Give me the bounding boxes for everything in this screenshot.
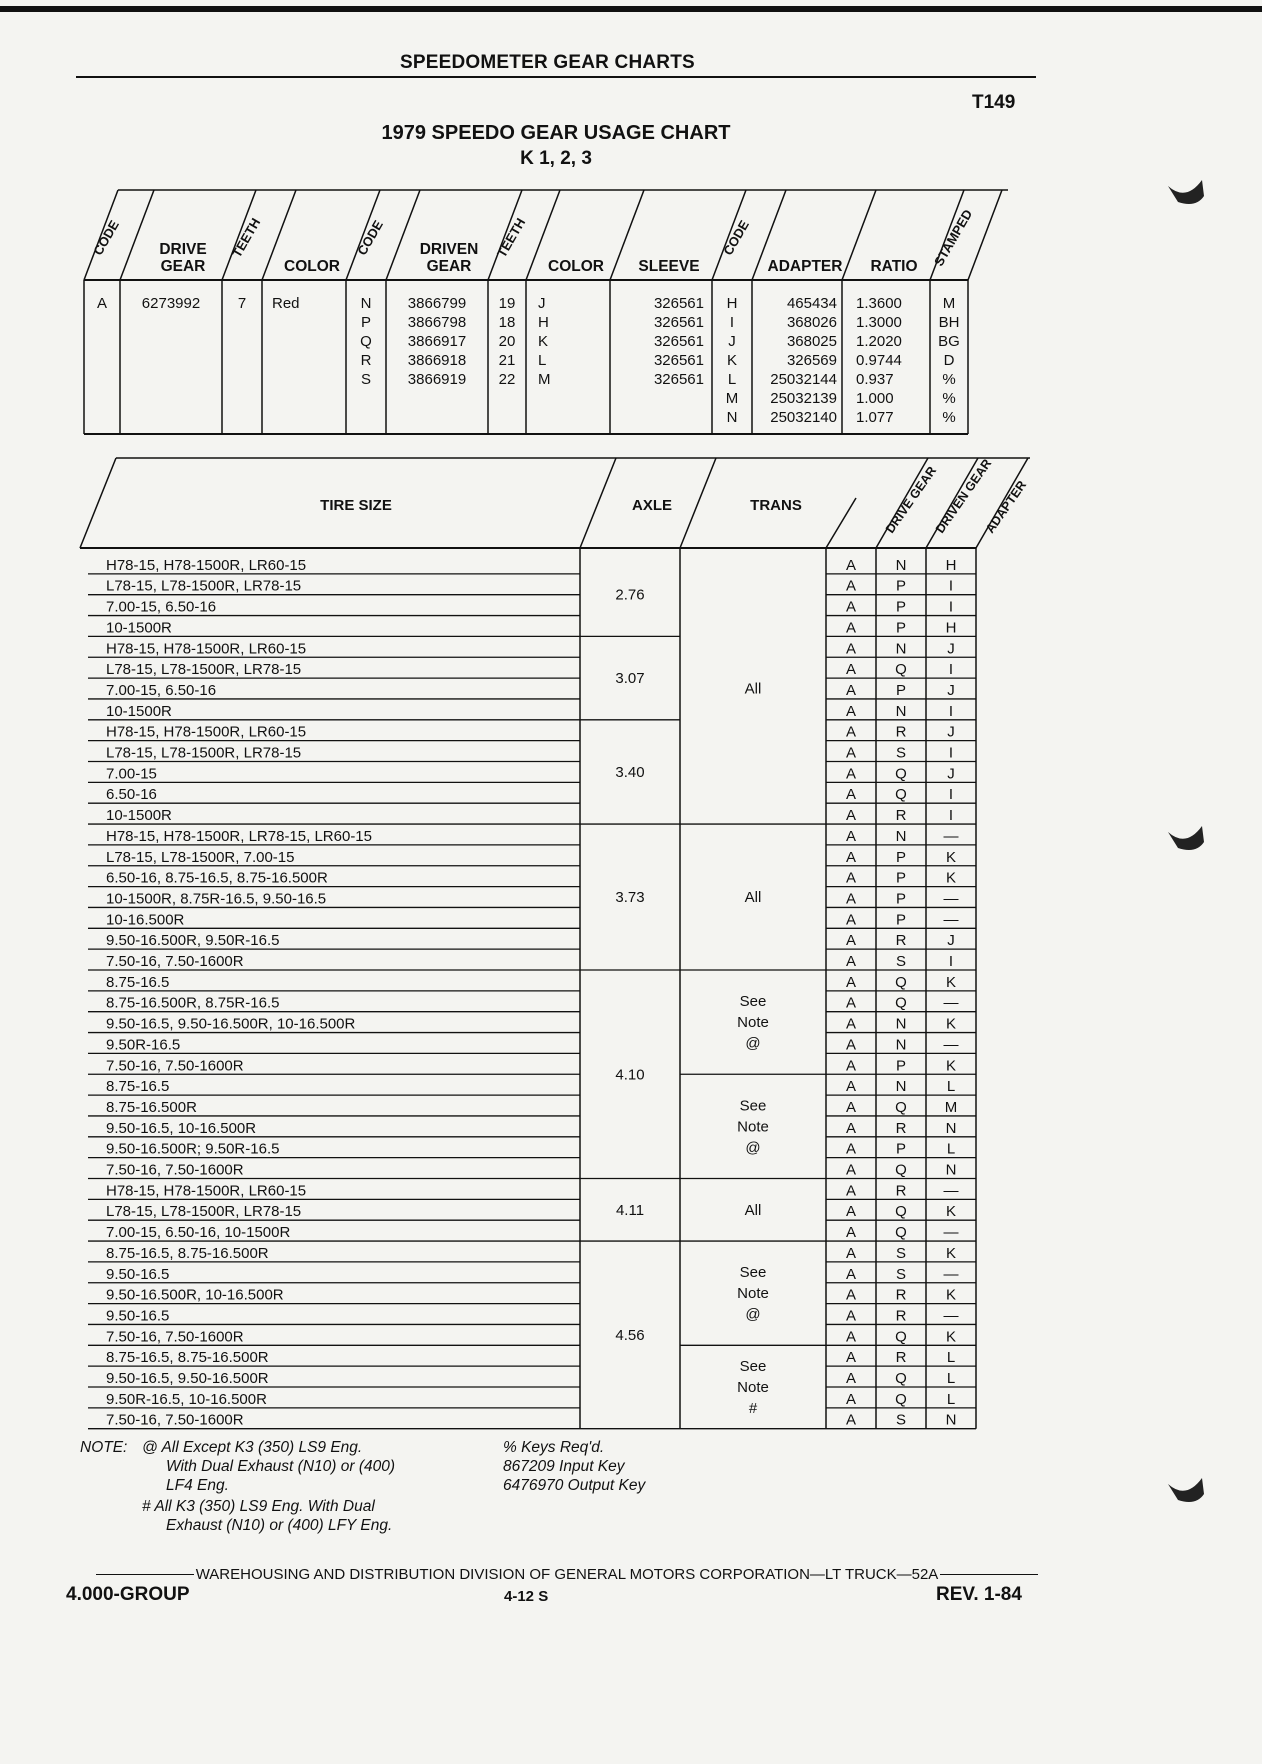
drive-gear-cell: A: [845, 973, 857, 991]
trans-cell: Note: [737, 1285, 769, 1303]
tire-size-cell: 10-1500R: [106, 807, 172, 825]
driven-gear-cell: S: [895, 1411, 907, 1429]
driven-teeth: 19: [498, 295, 516, 312]
driven-gear-cell: Q: [895, 973, 907, 991]
gear-column-header: COLOR: [548, 258, 604, 275]
driven-code: R: [360, 352, 372, 369]
section-title: SPEEDOMETER GEAR CHARTS: [400, 52, 695, 73]
driven-gear-cell: Q: [895, 994, 907, 1012]
tire-size-cell: 6.50-16, 8.75-16.5, 8.75-16.500R: [106, 869, 328, 887]
drive-gear-cell: A: [845, 723, 857, 741]
tire-size-cell: 9.50-16.5: [106, 1307, 170, 1325]
tire-size-cell: 9.50-16.500R, 9.50R-16.5: [106, 932, 280, 950]
tire-size-cell: 10-1500R, 8.75R-16.5, 9.50-16.5: [106, 890, 327, 908]
drive-gear-cell: A: [845, 744, 857, 762]
binder-clip-icon: [1166, 822, 1206, 854]
driven-code: N: [360, 295, 372, 312]
driven-color: K: [538, 333, 549, 350]
adapter-cell: H: [945, 556, 957, 574]
tire-size-cell: 10-1500R: [106, 619, 172, 637]
gear-column-header: TEETH: [493, 215, 529, 260]
driven-gear-cell: R: [895, 932, 907, 950]
tire-size-cell: 7.50-16, 7.50-1600R: [106, 1057, 244, 1075]
driven-gear-cell: R: [895, 723, 907, 741]
driven-gear-cell: Q: [895, 786, 907, 804]
drive-gear-cell: A: [845, 890, 857, 908]
drive-gear-cell: A: [845, 661, 857, 679]
chart-subtitle: K 1, 2, 3: [520, 148, 592, 169]
trans-cell: Note: [737, 1379, 769, 1396]
note-line-2: With Dual Exhaust (N10) or (400): [166, 1458, 396, 1475]
adapter-number: 368025: [786, 333, 837, 350]
axle-ratio-cell: 3.07: [615, 670, 645, 688]
tire-size-cell: 7.00-15, 6.50-16: [106, 598, 217, 616]
driven-gear-cell: Q: [895, 1224, 907, 1242]
tire-size-cell: 9.50-16.500R, 10-16.500R: [106, 1286, 284, 1304]
adapter-cell: —: [943, 1182, 959, 1200]
trans-cell: See: [739, 1097, 767, 1115]
sleeve-number: 326561: [653, 352, 704, 369]
note-line-1: @ All Except K3 (350) LS9 Eng.: [142, 1439, 363, 1456]
adapter-cell: L: [946, 1390, 956, 1408]
adapter-cell: J: [947, 640, 955, 658]
tire-size-cell: 8.75-16.500R: [106, 1098, 197, 1116]
stamped-mark: %: [942, 409, 956, 426]
footer-page: 4-12 S: [504, 1588, 549, 1605]
driven-gear-number: 3866917: [407, 333, 467, 350]
tire-size-cell: 6.50-16: [106, 786, 157, 804]
tire-size-cell: 9.50R-16.5, 10-16.500R: [106, 1390, 267, 1408]
driven-gear-cell: P: [895, 1057, 907, 1075]
driven-gear-cell: R: [895, 1307, 907, 1325]
trans-cell: @: [745, 1139, 761, 1157]
drive-gear-cell: A: [845, 786, 857, 804]
driven-gear-cell: N: [895, 556, 907, 574]
tire-size-cell: 8.75-16.500R, 8.75R-16.5: [106, 994, 280, 1012]
tire-size-cell: L78-15, L78-1500R, LR78-15: [106, 1203, 302, 1221]
drive-gear-cell: A: [845, 953, 857, 970]
driven-gear-cell: R: [895, 1182, 907, 1200]
driven-gear-cell: R: [895, 807, 907, 825]
driven-gear-cell: P: [895, 598, 907, 616]
driven-gear-cell: R: [895, 1286, 907, 1304]
stamped-mark: BG: [938, 333, 960, 350]
ratio-value: 1.3000: [856, 314, 902, 331]
driven-code: Q: [360, 333, 372, 350]
gear-column-header: GEAR: [160, 258, 206, 275]
adapter-cell: L: [946, 1370, 956, 1387]
adapter-cell: L: [946, 1078, 956, 1096]
driven-gear-cell: Q: [895, 1370, 907, 1387]
footer-group: 4.000-GROUP: [66, 1584, 190, 1605]
driven-gear-cell: S: [895, 1244, 907, 1262]
note-label: NOTE:: [80, 1439, 128, 1456]
driven-gear-number: 3866918: [407, 352, 467, 369]
drive-gear-cell: A: [845, 1036, 857, 1054]
adapter-cell: I: [948, 786, 954, 804]
driven-color: H: [538, 314, 549, 331]
driven-gear-number: 3866798: [407, 314, 467, 331]
axle-ratio-cell: 4.10: [615, 1066, 645, 1084]
adapter-cell: I: [948, 744, 954, 762]
sleeve-number: 326561: [653, 314, 704, 331]
drive-gear-cell: A: [845, 1057, 857, 1075]
driven-teeth: 22: [498, 371, 516, 388]
tire-size-cell: 7.50-16, 7.50-1600R: [106, 1161, 244, 1179]
ratio-value: 1.077: [856, 409, 894, 426]
drive-gear-cell: A: [845, 1390, 857, 1408]
drive-gear-cell: A: [845, 1182, 857, 1200]
ratio-value: 1.2020: [856, 333, 902, 350]
drive-gear-cell: A: [845, 1265, 857, 1283]
stamped-mark: %: [942, 371, 956, 388]
gear-column-header: CODE: [720, 217, 752, 258]
trans-cell: See: [739, 1358, 767, 1375]
adapter-cell: L: [946, 1140, 956, 1158]
driven-gear-cell: P: [895, 619, 907, 637]
note-line-5: Exhaust (N10) or (400) LFY Eng.: [166, 1517, 393, 1534]
adapter-cell: K: [945, 1244, 957, 1262]
drive-gear-number: 6273992: [141, 295, 201, 312]
tire-size-cell: H78-15, H78-1500R, LR78-15, LR60-15: [106, 827, 372, 845]
driven-gear-cell: R: [895, 1119, 907, 1137]
adapter-cell: K: [945, 973, 957, 991]
drive-gear-cell: A: [845, 1161, 857, 1179]
stamped-mark: BH: [938, 314, 960, 331]
tire-size-cell: 7.50-16, 7.50-1600R: [106, 953, 244, 970]
tire-size-cell: H78-15, H78-1500R, LR60-15: [106, 556, 307, 574]
tire-size-cell: H78-15, H78-1500R, LR60-15: [106, 723, 307, 741]
gear-column-header: TEETH: [228, 215, 264, 260]
axle-ratio-cell: 4.11: [615, 1201, 645, 1219]
sleeve-number: 326561: [653, 333, 704, 350]
trans-cell: Note: [737, 1118, 769, 1136]
gear-column-header: CODE: [354, 217, 386, 258]
note-output-key: 6476970 Output Key: [503, 1477, 646, 1494]
tire-size-cell: 7.00-15, 6.50-16, 10-1500R: [106, 1224, 291, 1242]
adapter-number: 465434: [786, 295, 837, 312]
drive-gear-cell: A: [845, 619, 857, 637]
binder-clip-icon: [1166, 1474, 1206, 1506]
stamped-mark: %: [942, 390, 956, 407]
adapter-cell: J: [947, 765, 955, 783]
gear-column-header: COLOR: [284, 258, 340, 275]
drive-gear-cell: A: [845, 1328, 857, 1346]
adapter-cell: K: [945, 1015, 957, 1033]
usage-header-slant: [680, 458, 716, 548]
adapter-cell: N: [945, 1411, 957, 1429]
driven-gear-cell: N: [895, 1036, 907, 1054]
footer-revision: REV. 1-84: [936, 1584, 1022, 1605]
adapter-number: 25032144: [770, 371, 837, 388]
driven-gear-cell: N: [895, 1078, 907, 1096]
tire-size-cell: H78-15, H78-1500R, LR60-15: [106, 1182, 307, 1200]
driven-gear-number: 3866919: [407, 371, 467, 388]
adapter-cell: J: [947, 723, 955, 741]
stamped-mark: D: [943, 352, 955, 369]
driven-gear-cell: Q: [895, 1390, 907, 1408]
gear-column-header: GEAR: [426, 258, 472, 275]
adapter-cell: K: [945, 848, 957, 866]
adapter-cell: —: [943, 1265, 959, 1283]
driven-gear-cell: S: [895, 1265, 907, 1283]
drive-gear-cell: A: [845, 827, 857, 845]
adapter-number: 25032140: [770, 409, 837, 426]
tire-size-cell: 7.50-16, 7.50-1600R: [106, 1328, 244, 1346]
tire-size-header: TIRE SIZE: [320, 497, 392, 514]
adapter-cell: —: [943, 994, 959, 1012]
drive-gear-cell: A: [845, 1078, 857, 1096]
tire-size-cell: 10-16.500R: [106, 911, 185, 929]
adapter-cell: N: [945, 1161, 957, 1179]
drive-gear-cell: A: [845, 911, 857, 929]
adapter-cell: K: [945, 1286, 957, 1304]
trans-cell: All: [744, 680, 762, 698]
drive-gear-cell: A: [845, 556, 857, 574]
driven-gear-cell: Q: [895, 1328, 907, 1346]
drive-color: Red: [272, 295, 300, 312]
usage-header-slant: [80, 458, 116, 548]
driven-teeth: 20: [498, 333, 516, 350]
driven-gear-cell: N: [895, 702, 907, 720]
tire-size-cell: 9.50-16.5: [106, 1265, 170, 1283]
driven-color: M: [538, 371, 551, 388]
gear-column-header: SLEEVE: [638, 258, 700, 275]
drive-gear-cell: A: [845, 848, 857, 866]
trans-cell: All: [744, 889, 762, 907]
trans-cell: See: [739, 993, 767, 1011]
axle-ratio-cell: 3.40: [615, 763, 645, 781]
driven-gear-cell: N: [895, 827, 907, 845]
driven-gear-number: 3866799: [407, 295, 467, 312]
ratio-value: 0.9744: [856, 352, 902, 369]
driven-gear-cell: S: [895, 744, 907, 762]
footer-division-line: [96, 1566, 1038, 1583]
adapter-cell: M: [944, 1098, 958, 1116]
driven-gear-cell: R: [895, 1349, 907, 1367]
stamped-mark: M: [942, 295, 956, 312]
footer-division: WAREHOUSING AND DISTRIBUTION DIVISION OF GENERAL MOTORS CORPORATION—LT TRUCK—52A: [195, 1566, 939, 1583]
drive-gear-cell: A: [845, 1224, 857, 1242]
adapter-cell: —: [943, 827, 959, 845]
adapter-number: 25032139: [770, 390, 837, 407]
driven-gear-cell: S: [895, 953, 907, 970]
tire-size-cell: 8.75-16.5: [106, 973, 170, 991]
adapter-number: 326569: [786, 352, 837, 369]
tire-size-cell: L78-15, L78-1500R, LR78-15: [106, 744, 302, 762]
drive-gear-cell: A: [845, 640, 857, 658]
adapter-cell: —: [943, 911, 959, 929]
drive-gear-cell: A: [845, 702, 857, 720]
drive-gear-cell: A: [845, 1370, 857, 1387]
driven-gear-cell: N: [895, 1015, 907, 1033]
drive-gear-cell: A: [845, 869, 857, 887]
trans-cell: @: [745, 1035, 761, 1053]
driven-gear-cell: Q: [895, 765, 907, 783]
drive-gear-cell: A: [845, 598, 857, 616]
drive-gear-cell: A: [845, 1119, 857, 1137]
gear-column-header: RATIO: [870, 258, 918, 275]
adapter-cell: H: [945, 619, 957, 637]
adapter-code: J: [728, 333, 736, 350]
tire-size-cell: L78-15, L78-1500R, LR78-15: [106, 661, 302, 679]
adapter-cell: J: [947, 932, 955, 950]
driven-gear-cell: P: [895, 681, 907, 699]
driven-code: S: [360, 371, 372, 388]
driven-teeth: 21: [498, 352, 516, 369]
driven-gear-header: DRIVEN GEAR: [932, 456, 995, 536]
axle-ratio-cell: 2.76: [615, 586, 645, 604]
drive-gear-header: DRIVE GEAR: [882, 463, 940, 536]
adapter-cell: J: [947, 681, 955, 699]
adapter-code: K: [726, 352, 738, 369]
drive-gear-cell: A: [845, 1411, 857, 1429]
tire-size-cell: 9.50-16.5, 10-16.500R: [106, 1119, 257, 1137]
driven-gear-cell: Q: [895, 1098, 907, 1116]
drive-gear-cell: A: [845, 994, 857, 1012]
drive-teeth: 7: [237, 295, 247, 312]
adapter-cell: K: [945, 869, 957, 887]
tire-size-cell: H78-15, H78-1500R, LR60-15: [106, 640, 307, 658]
adapter-code: M: [725, 390, 739, 407]
sleeve-number: 326561: [653, 295, 704, 312]
trans-cell: Note: [737, 1014, 769, 1032]
adapter-cell: K: [945, 1203, 957, 1221]
gear-column-header: STAMPED: [930, 206, 976, 269]
adapter-number: 368026: [786, 314, 837, 331]
drive-gear-cell: A: [845, 577, 857, 595]
sleeve-number: 326561: [653, 371, 704, 388]
adapter-code: I: [729, 314, 735, 331]
driven-gear-cell: P: [895, 1140, 907, 1158]
driven-gear-cell: P: [895, 577, 907, 595]
tire-size-cell: 9.50-16.500R; 9.50R-16.5: [106, 1140, 280, 1158]
adapter-cell: I: [948, 661, 954, 679]
tire-size-cell: 7.00-15, 6.50-16: [106, 681, 217, 699]
trans-cell: See: [739, 1264, 767, 1282]
drive-gear-cell: A: [845, 807, 857, 825]
drive-gear-cell: A: [845, 1098, 857, 1116]
adapter-header: ADAPTER: [982, 478, 1030, 536]
driven-gear-cell: N: [895, 640, 907, 658]
tire-size-cell: 9.50-16.5, 9.50-16.500R, 10-16.500R: [106, 1015, 356, 1033]
note-keys: % Keys Req'd.: [503, 1439, 605, 1456]
driven-gear-cell: P: [895, 869, 907, 887]
drive-gear-cell: A: [845, 932, 857, 950]
driven-teeth: 18: [498, 314, 516, 331]
driven-gear-cell: P: [895, 890, 907, 908]
ratio-value: 1.000: [856, 390, 894, 407]
gear-column-header: CODE: [90, 217, 122, 258]
adapter-cell: N: [945, 1119, 957, 1137]
tire-size-cell: 9.50R-16.5: [106, 1036, 181, 1054]
axle-ratio-cell: 3.73: [615, 889, 645, 907]
adapter-cell: I: [948, 953, 954, 970]
adapter-cell: K: [945, 1328, 957, 1346]
driven-code: P: [360, 314, 372, 331]
drive-gear-cell: A: [845, 1307, 857, 1325]
axle-ratio-cell: 4.56: [615, 1326, 645, 1344]
adapter-cell: I: [948, 577, 954, 595]
drive-gear-cell: A: [845, 1286, 857, 1304]
tire-size-cell: 8.75-16.5: [106, 1078, 170, 1096]
adapter-cell: —: [943, 1036, 959, 1054]
driven-color: J: [538, 295, 546, 312]
drive-gear-cell: A: [845, 1244, 857, 1262]
drive-gear-cell: A: [845, 1015, 857, 1033]
adapter-cell: I: [948, 598, 954, 616]
drive-gear-cell: A: [845, 1203, 857, 1221]
driven-gear-cell: Q: [895, 661, 907, 679]
trans-cell: #: [748, 1400, 758, 1417]
axle-header: AXLE: [631, 497, 673, 514]
adapter-code: L: [727, 371, 737, 388]
drive-gear-cell: A: [845, 765, 857, 783]
chart-title: 1979 SPEEDO GEAR USAGE CHART: [381, 122, 731, 144]
adapter-cell: I: [948, 702, 954, 720]
driven-gear-cell: Q: [895, 1203, 907, 1221]
adapter-cell: I: [948, 807, 954, 825]
driven-gear-cell: P: [895, 911, 907, 929]
adapter-cell: L: [946, 1349, 956, 1367]
binder-clip-icon: [1166, 176, 1206, 208]
page-code: T149: [972, 92, 1016, 113]
tire-size-cell: 9.50-16.5, 9.50-16.500R: [106, 1370, 269, 1387]
adapter-code: H: [726, 295, 738, 312]
trans-cell: All: [744, 1201, 762, 1219]
driven-gear-cell: Q: [895, 1161, 907, 1179]
gear-column-header: DRIVEN: [419, 241, 479, 258]
gear-column-header: ADAPTER: [767, 258, 843, 275]
ratio-value: 0.937: [856, 371, 894, 388]
driven-gear-cell: P: [895, 848, 907, 866]
note-line-4: # All K3 (350) LS9 Eng. With Dual: [142, 1498, 375, 1515]
usage-header-slant: [580, 458, 616, 548]
adapter-cell: —: [943, 890, 959, 908]
trans-cell: @: [745, 1306, 761, 1324]
drive-code: A: [96, 295, 108, 312]
gear-column-header: DRIVE: [159, 241, 207, 258]
tire-size-cell: 7.00-15: [106, 765, 157, 783]
note-line-3: LF4 Eng.: [166, 1477, 229, 1494]
tire-size-cell: 8.75-16.5, 8.75-16.500R: [106, 1349, 269, 1367]
adapter-code: N: [726, 409, 738, 426]
drive-gear-cell: A: [845, 1349, 857, 1367]
trans-header: TRANS: [750, 497, 802, 514]
drive-gear-cell: A: [845, 681, 857, 699]
adapter-cell: —: [943, 1224, 959, 1242]
tire-size-cell: L78-15, L78-1500R, LR78-15: [106, 577, 302, 595]
tire-size-cell: 8.75-16.5, 8.75-16.500R: [106, 1244, 269, 1262]
ratio-value: 1.3600: [856, 295, 902, 312]
adapter-cell: —: [943, 1307, 959, 1325]
driven-color: L: [538, 352, 547, 369]
adapter-cell: K: [945, 1057, 957, 1075]
tire-size-cell: 7.50-16, 7.50-1600R: [106, 1411, 244, 1429]
usage-header-slant: [826, 498, 856, 548]
tire-size-cell: 10-1500R: [106, 702, 172, 720]
note-input-key: 867209 Input Key: [503, 1458, 625, 1475]
drive-gear-cell: A: [845, 1140, 857, 1158]
tire-size-cell: L78-15, L78-1500R, 7.00-15: [106, 848, 295, 866]
